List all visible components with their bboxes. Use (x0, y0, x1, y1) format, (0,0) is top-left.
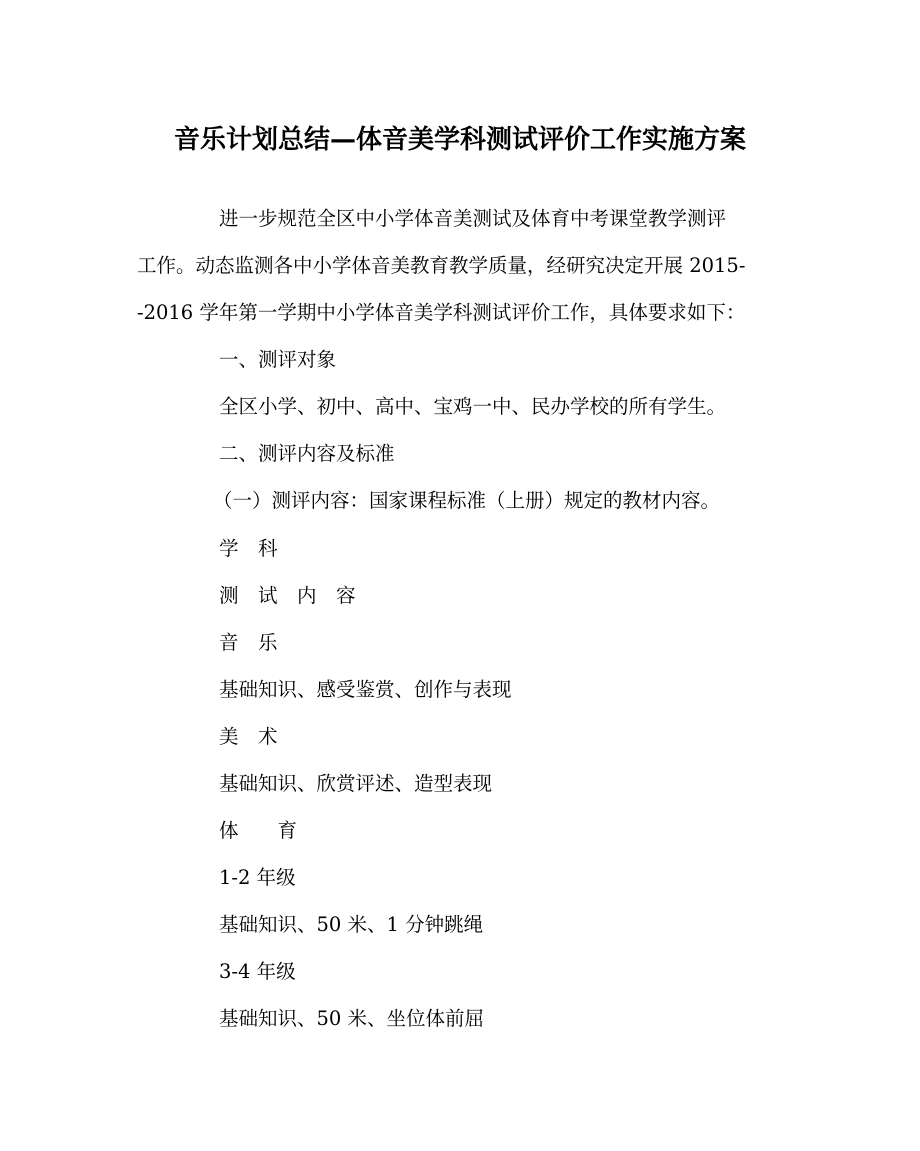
table-cell: 美 术 (219, 725, 278, 748)
section-heading: 一、测评对象 (219, 348, 337, 371)
table-cell: 基础知识、感受鉴赏、创作与表现 (219, 678, 512, 701)
subsection-heading: （一）测评内容：国家课程标准（上册）规定的教材内容。 (213, 489, 721, 512)
table-cell: 基础知识、50 米、1 分钟跳绳 (219, 913, 484, 936)
table-header-content: 测 试 内 容 (219, 584, 356, 607)
table-cell: 基础知识、50 米、坐位体前屈 (219, 1007, 485, 1030)
paragraph-line: 工作。动态监测各中小学体音美教育教学质量，经研究决定开展 2015- (137, 254, 746, 277)
document-title: 音乐计划总结—体音美学科测试评价工作实施方案 (173, 125, 746, 155)
paragraph-line: -2016 学年第一学期中小学体音美学科测试评价工作，具体要求如下： (137, 301, 746, 324)
section-heading: 二、测评内容及标准 (219, 442, 395, 465)
table-cell: 体 育 (219, 819, 298, 842)
table-header-subject: 学 科 (219, 537, 278, 560)
table-cell: 基础知识、欣赏评述、造型表现 (219, 772, 493, 795)
table-cell: 音 乐 (219, 631, 278, 654)
paragraph-line: 进一步规范全区中小学体音美测试及体育中考课堂教学测评 (219, 207, 727, 230)
table-cell: 3-4 年级 (219, 960, 296, 983)
table-cell: 1-2 年级 (219, 866, 296, 889)
paragraph-line: 全区小学、初中、高中、宝鸡一中、民办学校的所有学生。 (219, 395, 727, 418)
